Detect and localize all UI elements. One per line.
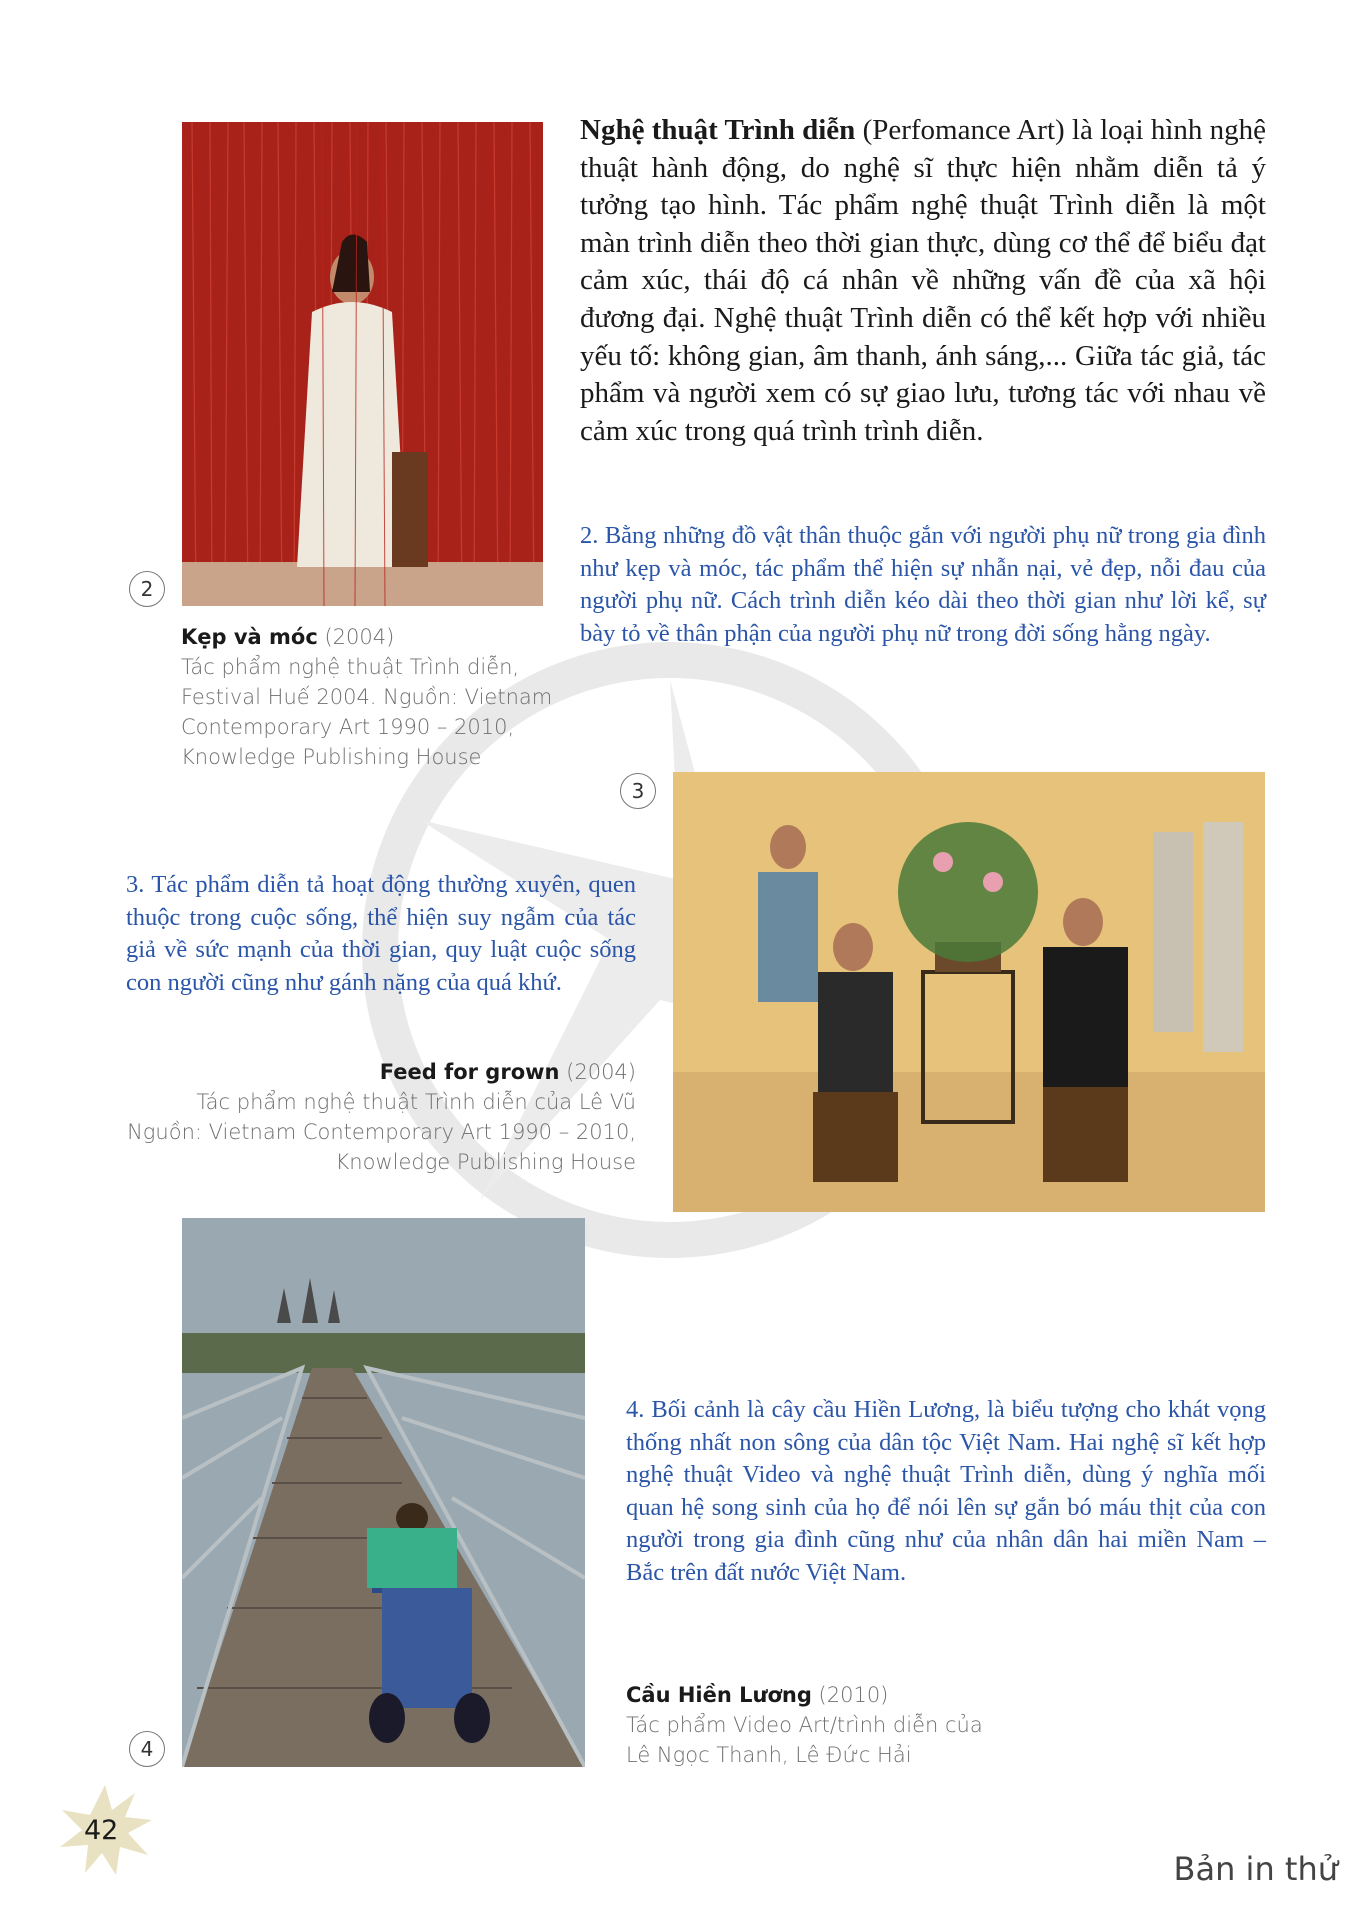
figure-3-credit-line: Knowledge Publishing House (335, 1150, 636, 1174)
figure-2-number: 2 (129, 571, 165, 607)
figure-3-title: Feed for grown (379, 1060, 560, 1084)
figure-3-year: (2004) (559, 1060, 636, 1084)
intro-paragraph (580, 112, 1266, 450)
figure-4-year: (2010) (811, 1683, 889, 1707)
figure-2-credit-line: Festival Huế 2004. Nguồn: Vietnam (181, 685, 553, 709)
figure-3-photo (673, 772, 1265, 1212)
figure-3-caption (110, 1057, 636, 1177)
intro-term: Nghệ thuật Trình diễn (580, 114, 856, 146)
feed-for-grown-photo-image (673, 772, 1265, 1212)
figure-2-photo (182, 122, 543, 606)
figure-2-title: Kẹp và móc (181, 625, 318, 649)
figure-4-description: 4. Bối cảnh là cây cầu Hiền Lương, là biểu tượng cho khát vọng thống nhất non sông của dân tộc Việt Nam. Hai nghệ sĩ kết hợp nghệ thuật Video và nghệ thuật Trình diễn, dùng ý nghĩa mối quan hệ song sinh của họ để nói lên sự gắn bó máu thịt của con người trong gia đình cũng như của nhân dân hai miền Nam – Bắc trên đất nước Việt Nam. (626, 1396, 1266, 1586)
figure-4-title: Cầu Hiền Lương (626, 1683, 812, 1707)
figure-3-number: 3 (620, 773, 656, 809)
intro-body: (Perfomance Art) là loại hình nghệ thuật hành động, do nghệ sĩ thực hiện nhằm diễn tả ý tưởng tạo hình. Tác phẩm nghệ thuật Trình diễn là một màn trình diễn theo thời gian thực, dùng cơ thể để biểu đạt cảm xúc, thái độ cá nhân về những vấn đề của xã hội đương đại. Nghệ thuật Trình diễn có thể kết hợp với nhiều yếu tố: không gian, âm thanh, ánh sáng,... Giữa tác giả, tác phẩm và người xem có sự giao lưu, tương tác với nhau về cảm xúc trong quá trình trình diễn. (580, 114, 1267, 447)
figure-2-credit-line: Contemporary Art 1990 – 2010, (181, 715, 515, 739)
footer-note: Bản in thử (1173, 1850, 1338, 1888)
red-threads-photo-image (182, 122, 543, 606)
figure-4-credit-line: Tác phẩm Video Art/trình diễn của (626, 1713, 983, 1737)
figure-2-description: 2. Bằng những đồ vật thân thuộc gắn với người phụ nữ trong gia đình như kẹp và móc, tác phẩm thể hiện sự nhẫn nại, vẻ đẹp, nỗi đau của người phụ nữ. Cách trình diễn kéo dài theo thời gian như lời kể, sự bày tỏ về thân phận của người phụ nữ trong đời sống hằng ngày. (580, 522, 1266, 647)
figure-4-number: 4 (129, 1731, 165, 1767)
figure-4-caption (626, 1680, 1086, 1770)
figure-4-credit-line: Lê Ngọc Thanh, Lê Đức Hải (626, 1743, 912, 1767)
bridge-photo-image (182, 1218, 585, 1767)
figure-3-credit-line: Tác phẩm nghệ thuật Trình diễn của Lê Vũ (196, 1090, 636, 1114)
page-number: 42 (84, 1815, 119, 1846)
figure-3-credit-line: Nguồn: Vietnam Contemporary Art 1990 – 2010, (127, 1120, 636, 1144)
figure-2-caption (181, 622, 601, 772)
figure-3-description: 3. Tác phẩm diễn tả hoạt động thường xuyên, quen thuộc trong cuộc sống, thể hiện suy ngẫm của tác giả về sức mạnh của thời gian, quy luật cuộc sống con người cũng như gánh nặng của quá khứ. (126, 871, 636, 996)
figure-2-credit-line: Knowledge Publishing House (181, 745, 482, 769)
figure-2-year: (2004) (317, 625, 395, 649)
figure-2-credit-line: Tác phẩm nghệ thuật Trình diễn, (181, 655, 520, 679)
figure-4-photo (182, 1218, 585, 1767)
